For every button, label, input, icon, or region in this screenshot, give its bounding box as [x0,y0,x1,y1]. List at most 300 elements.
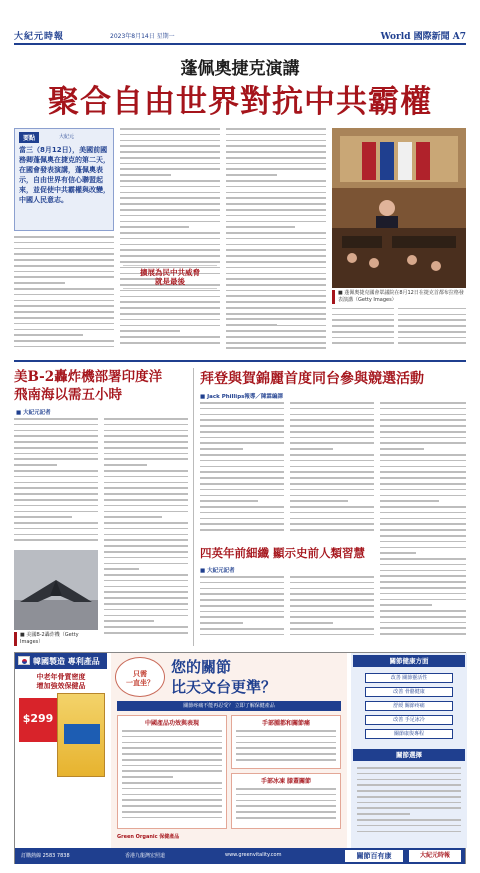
highlight-box [14,128,114,231]
ad-right-item-5[interactable]: 關節康復專程 [365,729,453,739]
text-line [14,505,98,507]
text-line [226,209,326,211]
lead-photo [332,128,466,288]
text-line [226,290,326,292]
text-line [200,622,243,624]
ad-right-title: 關節健康方面 [353,655,465,667]
ad-panel-2 [231,715,341,769]
text-line [122,799,222,801]
text-line [14,340,114,342]
text-line [200,448,243,450]
text-line [380,437,466,439]
text-line [104,609,188,611]
text-line [104,511,188,513]
text-line [290,437,374,439]
text-line [380,477,466,479]
text-line [226,295,326,297]
text-line [226,232,326,234]
lead-kicker: 蓬佩奧捷克演講 [180,59,300,79]
text-line [14,482,98,484]
text-line [380,512,466,514]
ad-panel-2-title: 手部腫都和關節痛 [261,720,310,727]
product-box-image [57,693,105,777]
text-line [290,599,374,601]
highlight-tag: 要點 [19,132,39,143]
text-line [104,534,188,536]
text-line [236,730,336,732]
text-line [122,788,222,790]
text-line [14,528,98,530]
text-line [226,342,326,344]
story2-photo [14,550,98,630]
text-line [290,414,374,416]
lead-headline: 聚合自由世界對抗中共霸權 [48,84,432,120]
text-line [380,408,466,410]
text-line [14,511,98,513]
text-line [357,773,461,775]
text-line [120,307,220,309]
lead-body-col2 [120,128,220,354]
text-line [226,145,326,147]
ad-right-body [357,767,461,841]
highlight-text: 當三（8月12日），美國前國務卿蓬佩奧在捷克的第二天，在國會發表演講，蓬佩奧表示，自由世界有信心聯盟起來，並促使中共霸權與改變，中國人民意志。 [19,146,110,204]
text-line [290,523,374,525]
text-line [290,454,374,456]
column-divider [193,368,194,646]
text-line [14,259,114,261]
text-line [200,518,284,520]
text-line [357,767,461,769]
text-line [120,209,220,211]
story4-body-col1 [200,576,284,642]
story4-byline: ■ 大紀元記者 [200,568,235,574]
text-line [122,753,222,755]
story3-body-col1 [200,402,284,538]
text-line [104,528,188,530]
text-line [122,811,222,813]
text-line [200,489,284,491]
text-line [104,574,188,576]
text-line [226,307,326,309]
text-line [290,483,374,485]
text-line [226,168,326,170]
text-line [120,163,220,165]
ad-price: $299 [22,712,54,725]
text-line [122,776,173,778]
text-line [290,489,374,491]
text-line [290,419,374,421]
text-line [226,134,326,136]
text-line [120,342,220,344]
text-line [104,470,188,472]
text-line [357,802,461,804]
text-line [104,620,154,622]
text-line [226,128,326,130]
text-line [14,499,98,501]
text-line [236,753,336,755]
ad-footer-button[interactable]: 關節百有康 [345,850,403,862]
text-line [357,819,461,821]
text-line [200,576,284,578]
text-line [14,248,114,250]
text-line [14,305,114,307]
text-line [14,334,83,336]
text-line [104,551,188,553]
text-line [236,811,336,813]
text-line [122,765,222,767]
text-line [380,471,466,473]
text-line [380,599,466,601]
text-line [226,284,326,286]
ad-center-badge [115,657,165,697]
ad-left-banner [15,653,107,669]
text-line [104,464,147,466]
text-line [200,506,284,508]
text-line [226,336,326,338]
story3-body-col2 [290,402,374,538]
text-line [200,593,284,595]
text-line [290,402,374,404]
text-line [200,414,284,416]
text-line [14,282,65,284]
ad-right-item-4[interactable]: 改善 手足冰冷 [365,715,453,725]
text-line [120,174,171,176]
text-line [104,458,188,460]
text-line [122,794,222,796]
text-line [120,157,220,159]
text-line [104,482,188,484]
story3-byline: ■ Jack Phillips報導／陳霖編譯 [200,394,283,400]
text-line [290,616,374,618]
text-line [332,342,394,344]
lead-body-col1 [14,236,114,354]
story3-headline: 拜登與賀錦麗首度同台參與競選活動 [200,371,424,387]
ad-right-title-2: 關節選擇 [353,749,465,761]
text-line [122,736,222,738]
text-line [104,632,188,634]
text-line [226,267,326,269]
text-line [398,337,466,339]
text-line [120,203,220,205]
text-line [120,261,220,263]
ad-right-item-2[interactable]: 改善 骨骼健康 [365,687,453,697]
text-line [14,236,114,238]
text-line [200,425,284,427]
text-line [380,581,466,583]
text-line [14,441,98,443]
text-line [200,454,284,456]
text-line [120,249,220,251]
text-line [104,557,188,559]
text-line [200,611,284,613]
text-line [226,255,326,257]
text-line [380,575,466,577]
text-line [380,547,466,549]
text-line [236,817,336,819]
text-line [226,197,326,199]
text-line [290,448,333,450]
text-line [104,539,188,541]
ad-panel-3 [231,773,341,829]
text-line [120,186,220,188]
text-line [104,586,188,588]
text-line [380,483,466,485]
story2-body-col2 [104,418,188,642]
text-line [14,311,114,313]
text-line [14,453,98,455]
text-line [120,255,220,257]
ad-left-panel[interactable] [15,653,107,848]
text-line [200,634,284,636]
text-line [226,324,277,326]
text-line [332,314,394,316]
text-line [104,626,188,628]
ad-footer-phone: 訂購熱線 2583 7838 [21,853,70,859]
text-line [290,588,374,590]
advertisement[interactable] [14,652,466,864]
text-line [122,817,222,819]
text-line [290,512,374,514]
text-line [120,192,220,194]
text-line [200,408,284,410]
text-line [200,599,284,601]
text-line [200,605,284,607]
lead-body-col5 [398,302,466,354]
text-line [200,523,284,525]
text-line [14,493,98,495]
text-line [14,265,114,267]
text-line [290,529,374,531]
ad-right-item-1[interactable]: 改善 關節靈活性 [365,673,453,683]
text-line [226,226,295,228]
text-line [380,541,466,543]
text-line [14,300,114,302]
story4-body-col2 [290,576,374,642]
ad-footer-website[interactable]: www.greenvitality.com [225,852,282,858]
text-line [14,470,98,472]
text-line [14,323,114,325]
text-line [290,408,374,410]
text-line [104,441,188,443]
text-line [398,314,466,316]
text-line [380,448,424,450]
text-line [104,516,162,518]
text-line [226,215,326,217]
text-line [332,308,394,310]
text-line [200,431,284,433]
text-line [200,437,284,439]
text-line [14,242,114,244]
text-line [14,435,98,437]
text-line [357,831,461,833]
text-line [380,633,466,635]
text-line [104,447,188,449]
text-line [290,442,374,444]
text-line [380,431,466,433]
text-line [290,518,374,520]
text-line [104,435,188,437]
text-line [398,308,466,310]
text-line [380,425,466,427]
text-line [357,825,461,827]
text-line [122,805,222,807]
section-name: World 國際新聞 A7 [380,32,466,42]
ad-center-note: Green Organic 保健產品 [117,834,180,840]
lead-photo-caption: ■ 蓬佩奧捷克國會眾議院在8月12日在捷克首都布拉格發表演講（Getty Images） [332,290,466,304]
text-line [14,424,98,426]
text-line [290,622,333,624]
text-line [226,238,326,240]
text-line [380,495,466,497]
text-line [226,273,326,275]
parliament-hall-image [332,128,466,288]
text-line [122,782,222,784]
text-line [357,784,461,786]
text-line [14,253,114,255]
text-line [226,347,326,349]
text-line [357,796,461,798]
text-line [120,325,220,327]
text-line [380,466,466,468]
text-line [104,499,188,501]
text-line [236,794,336,796]
text-line [104,430,188,432]
b2-bomber-image [14,550,98,630]
text-line [120,221,220,223]
text-line [120,319,220,321]
lead-body-col4 [332,302,394,354]
text-line [104,522,188,524]
text-line [14,317,114,319]
text-line [14,539,98,541]
ad-panel-1 [117,715,227,829]
ad-footer [15,848,465,864]
ad-right-item-3[interactable]: 舒緩 關節疼痛 [365,701,453,711]
text-line [380,558,466,560]
text-line [290,500,348,502]
text-line [104,476,188,478]
text-line [226,192,326,194]
text-line [14,464,57,466]
text-line [226,174,277,176]
newspaper-logo: 大紀元時報 [14,32,65,42]
ad-center-title: 您的關節 比天文台更準？ [171,658,277,696]
text-line [226,330,326,332]
text-line [104,424,188,426]
text-line [236,800,336,802]
ad-product-title: 中老年骨質密度 增加強效保健品 [36,673,86,690]
text-line [226,301,326,303]
text-line [380,414,466,416]
text-line [200,628,284,630]
text-line [14,487,98,489]
text-line [380,402,466,404]
text-line [104,603,188,605]
text-line [200,402,284,404]
text-line [380,535,466,537]
ad-center-panel[interactable] [111,653,347,848]
text-line [380,593,466,595]
text-line [380,570,466,572]
ad-footer-logo: 大紀元時報 [409,850,461,862]
text-line [120,313,220,315]
text-line [200,483,284,485]
text-line [226,221,326,223]
text-line [200,588,284,590]
text-line [226,313,326,315]
text-line [357,807,461,809]
text-line [104,597,188,599]
text-line [200,442,284,444]
text-line [226,203,326,205]
text-line [120,215,220,217]
text-line [14,271,114,273]
text-line [226,278,326,280]
text-line [200,477,284,479]
text-line [290,576,374,578]
text-line [380,506,466,508]
text-line [226,261,326,263]
ad-price-tag [19,698,57,742]
text-line [200,495,284,497]
text-line [398,325,466,327]
text-line [226,244,326,246]
ad-panel-3-body [236,788,336,826]
text-line [200,582,284,584]
ad-panel-1-title: 中國產品功效與表現 [144,720,199,727]
text-line [380,529,466,531]
text-line [200,471,284,473]
ad-left-banner-text: 韓國製造 專利產品 [33,657,100,666]
text-line [14,458,98,460]
story2-headline: 美B-2轟炸機部署印度洋 飛南海以需五小時 [14,369,163,403]
text-line [380,604,432,606]
text-line [120,226,189,228]
text-line [200,616,284,618]
text-line [380,587,466,589]
text-line [290,611,374,613]
text-line [104,487,188,489]
text-line [120,128,220,130]
story2-byline: ■ 大紀元記者 [16,410,51,416]
text-line [357,813,410,815]
text-line [226,151,326,153]
text-line [120,301,220,303]
text-line [290,477,374,479]
text-line [236,742,336,744]
text-line [14,516,72,518]
lead-subhead: 擴展為民中共威脅 就是最後 [123,265,217,289]
text-line [380,419,466,421]
text-line [290,471,374,473]
text-line [236,788,336,790]
text-line [332,337,394,339]
text-line [236,736,336,738]
ad-right-panel[interactable] [351,653,467,848]
text-line [380,489,466,491]
text-line [236,805,336,807]
ad-center-strip: 關節疼痛不能再忍受？ 立即了解保健產品 [117,701,341,711]
text-line [236,759,336,761]
text-line [290,466,374,468]
text-line [104,615,188,617]
text-line [357,779,461,781]
text-line [380,442,466,444]
text-line [200,466,284,468]
text-line [122,747,222,749]
masthead [14,29,466,45]
text-line [104,505,188,507]
